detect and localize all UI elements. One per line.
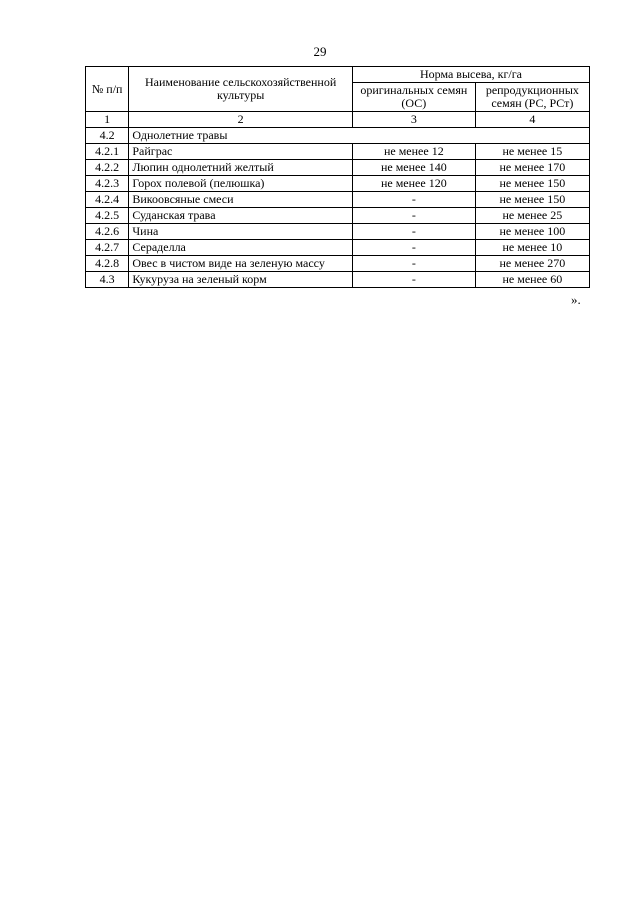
row-original-rate: не менее 12 [352,144,475,160]
row-number: 4.2.1 [86,144,129,160]
row-reproduction-rate: не менее 170 [475,160,589,176]
row-reproduction-rate: не менее 10 [475,240,589,256]
row-original-rate: - [352,240,475,256]
row-reproduction-rate: не менее 150 [475,192,589,208]
row-number: 4.2.5 [86,208,129,224]
row-original-rate: - [352,256,475,272]
row-original-rate: - [352,272,475,288]
row-reproduction-rate: не менее 150 [475,176,589,192]
section-row [86,128,590,144]
header-original-seeds: оригинальных семян (ОС) [352,83,475,112]
header-number: № п/п [86,67,129,112]
row-crop-name: Овес в чистом виде на зеленую массу [129,256,353,272]
row-number: 4.2.8 [86,256,129,272]
row-reproduction-rate: не менее 15 [475,144,589,160]
table-row [86,144,590,160]
row-original-rate: - [352,224,475,240]
row-crop-name: Сераделла [129,240,353,256]
index-cell: 4 [475,112,589,128]
table-header-row [86,67,590,83]
header-reproduction-seeds: репродукционных семян (РС, РСт) [475,83,589,112]
header-seeding-norm: Норма высева, кг/га [352,67,589,83]
row-number: 4.2.4 [86,192,129,208]
row-original-rate: не менее 120 [352,176,475,192]
table-index-row [86,112,590,128]
row-crop-name: Люпин однолетний желтый [129,160,353,176]
header-crop-name: Наименование сельскохозяйственной культуры [129,67,353,112]
table-row [86,208,590,224]
row-number: 4.2.2 [86,160,129,176]
row-number: 4.3 [86,272,129,288]
section-number: 4.2 [86,128,129,144]
section-title: Однолетние травы [129,128,590,144]
row-number: 4.2.7 [86,240,129,256]
row-number: 4.2.3 [86,176,129,192]
row-number: 4.2.6 [86,224,129,240]
row-reproduction-rate: не менее 25 [475,208,589,224]
table-row [86,160,590,176]
table-row [86,192,590,208]
row-original-rate: - [352,192,475,208]
index-cell: 2 [129,112,353,128]
table-row [86,272,590,288]
row-crop-name: Кукуруза на зеленый корм [129,272,353,288]
closing-quote-mark: ». [571,292,581,307]
page-number: 29 [313,44,327,59]
row-crop-name: Чина [129,224,353,240]
table-row [86,224,590,240]
table-row [86,240,590,256]
row-crop-name: Райграс [129,144,353,160]
seeding-rate-table [85,66,590,288]
index-cell: 3 [352,112,475,128]
row-original-rate: не менее 140 [352,160,475,176]
row-original-rate: - [352,208,475,224]
row-crop-name: Суданская трава [129,208,353,224]
row-reproduction-rate: не менее 270 [475,256,589,272]
index-cell: 1 [86,112,129,128]
row-reproduction-rate: не менее 100 [475,224,589,240]
row-reproduction-rate: не менее 60 [475,272,589,288]
table-row [86,176,590,192]
table-row [86,256,590,272]
row-crop-name: Горох полевой (пелюшка) [129,176,353,192]
row-crop-name: Викоовсяные смеси [129,192,353,208]
